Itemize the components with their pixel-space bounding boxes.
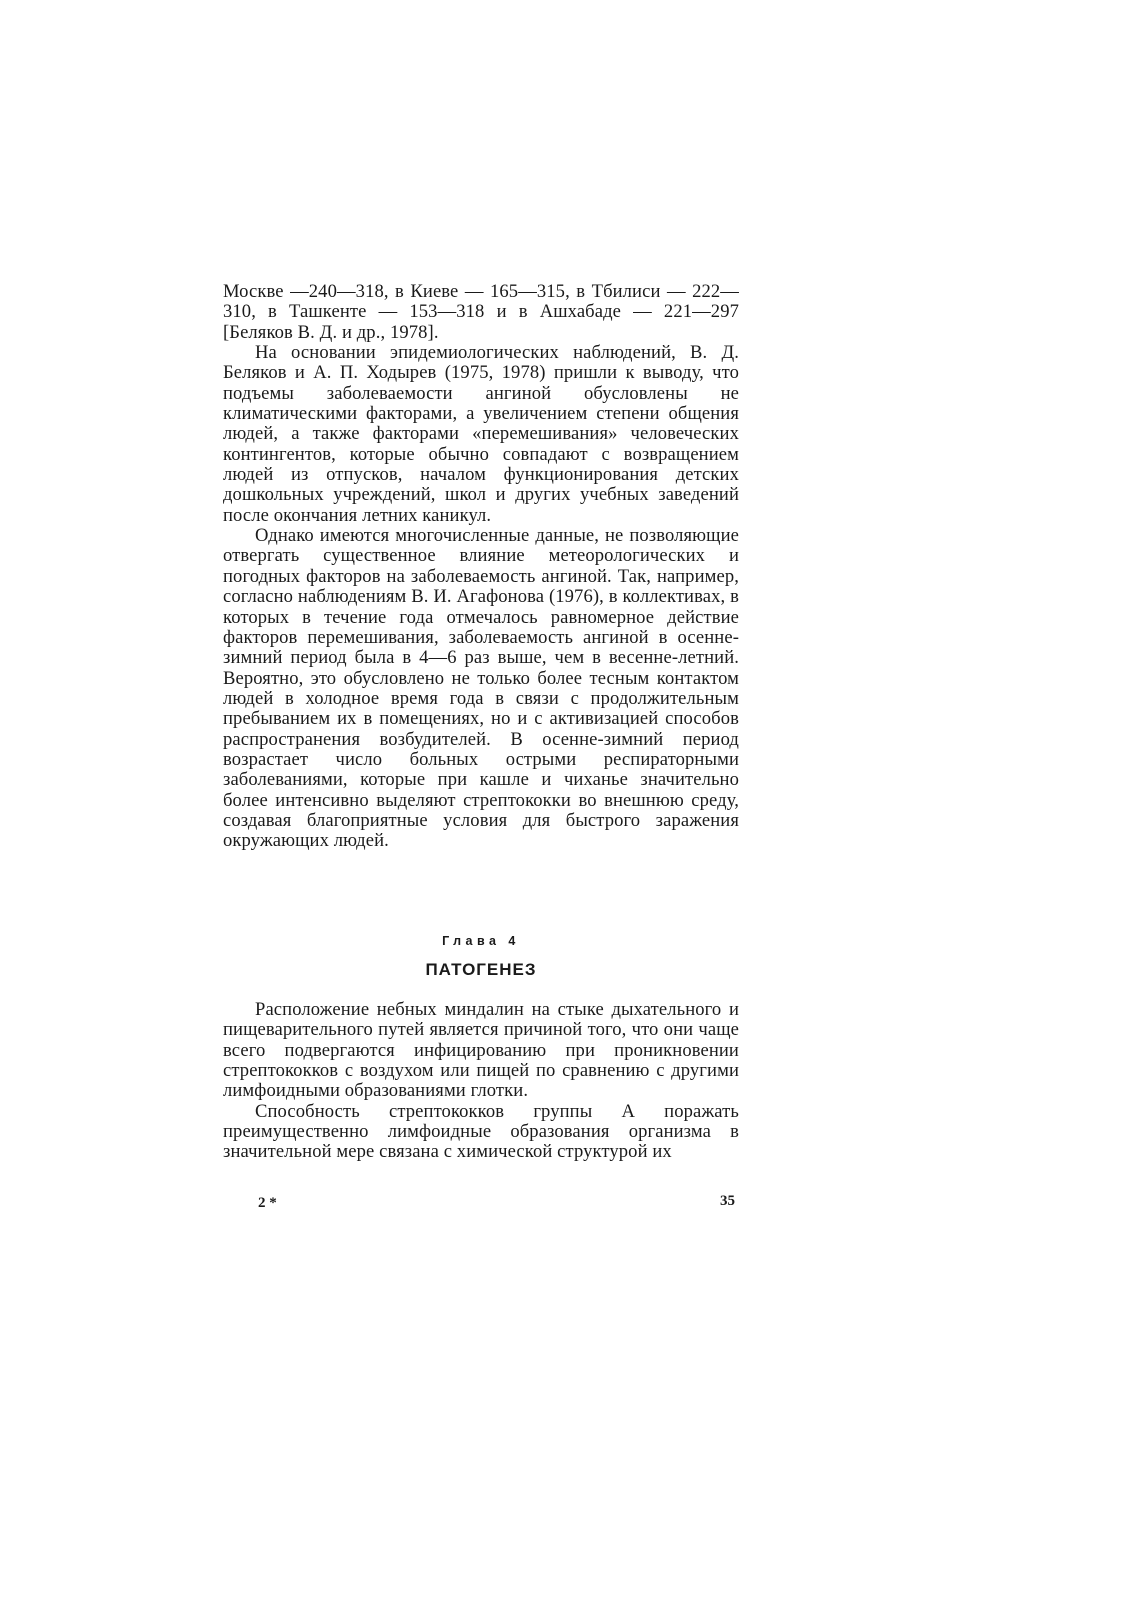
chapter-label: Глава 4 [442, 934, 520, 948]
paragraph-meteorological-factors: Однако имеются многочисленные данные, не позволяющие отвергать существенное влияние метеорологических и погодных факторов на заболеваемость ангиной. Так, например, согласно наблюдениям В. И. Агафонова (1976), в коллективах, в которых в течение года отмечалось равномерное действие факторов перемешивания, заболеваемость ангиной в осенне-зимний период была в 4—6 раз выше, чем в весенне-летний. Вероятно, это обусловлено не только более тесным контактом людей в холодное время года в связи с продолжительным пребыванием их в помещениях, но и с активизацией способов распространения возбудителей. В осенне-зимний период возрастает число больных острыми респираторными заболеваниями, которые при кашле и чиханье значительно более интенсивно выделяют стрептококки во внешнюю среду, создавая благоприятные условия для быстрого заражения окружающих людей. [223, 525, 739, 852]
page-number: 35 [720, 1193, 735, 1209]
section-pathogenesis [223, 1000, 739, 1163]
paragraph-streptococcus-ability: Способность стрептококков группы А поражать преимущественно лимфоидные образования организма в значительной мере связана с химической структурой их [223, 1100, 739, 1163]
signature-mark: 2 * [258, 1195, 277, 1211]
section-epidemiology [223, 282, 739, 852]
paragraph-tonsil-location: Расположение небных миндалин на стыке дыхательного и пищеварительного путей является причиной того, что они чаще всего подвергаются инфицированию при проникновении стрептококков с воздухом или пищей по сравнению с другими лимфоидными образованиями глотки. [223, 999, 739, 1102]
paragraph-city-rates: Москве —240—318, в Киеве — 165—315, в Тбилиси — 222—310, в Ташкенте — 153—318 и в Ашхабаде — 221—297 [Беляков В. Д. и др., 1978]. [223, 281, 739, 343]
chapter-title: ПАТОГЕНЕЗ [425, 960, 537, 979]
paragraph-belyakov-conclusion: На основании эпидемиологических наблюдений, В. Д. Беляков и А. П. Ходырев (1975, 1978) пришли к выводу, что подъемы заболеваемости ангиной обусловлены не климатическими факторами, а увеличением степени общения людей, а также факторами «перемешивания» человеческих контингентов, которые обычно совпадают с возвращением людей из отпусков, началом функционирования детских дошкольных учреждений, школ и других учебных заведений после окончания летних каникул. [223, 342, 739, 526]
